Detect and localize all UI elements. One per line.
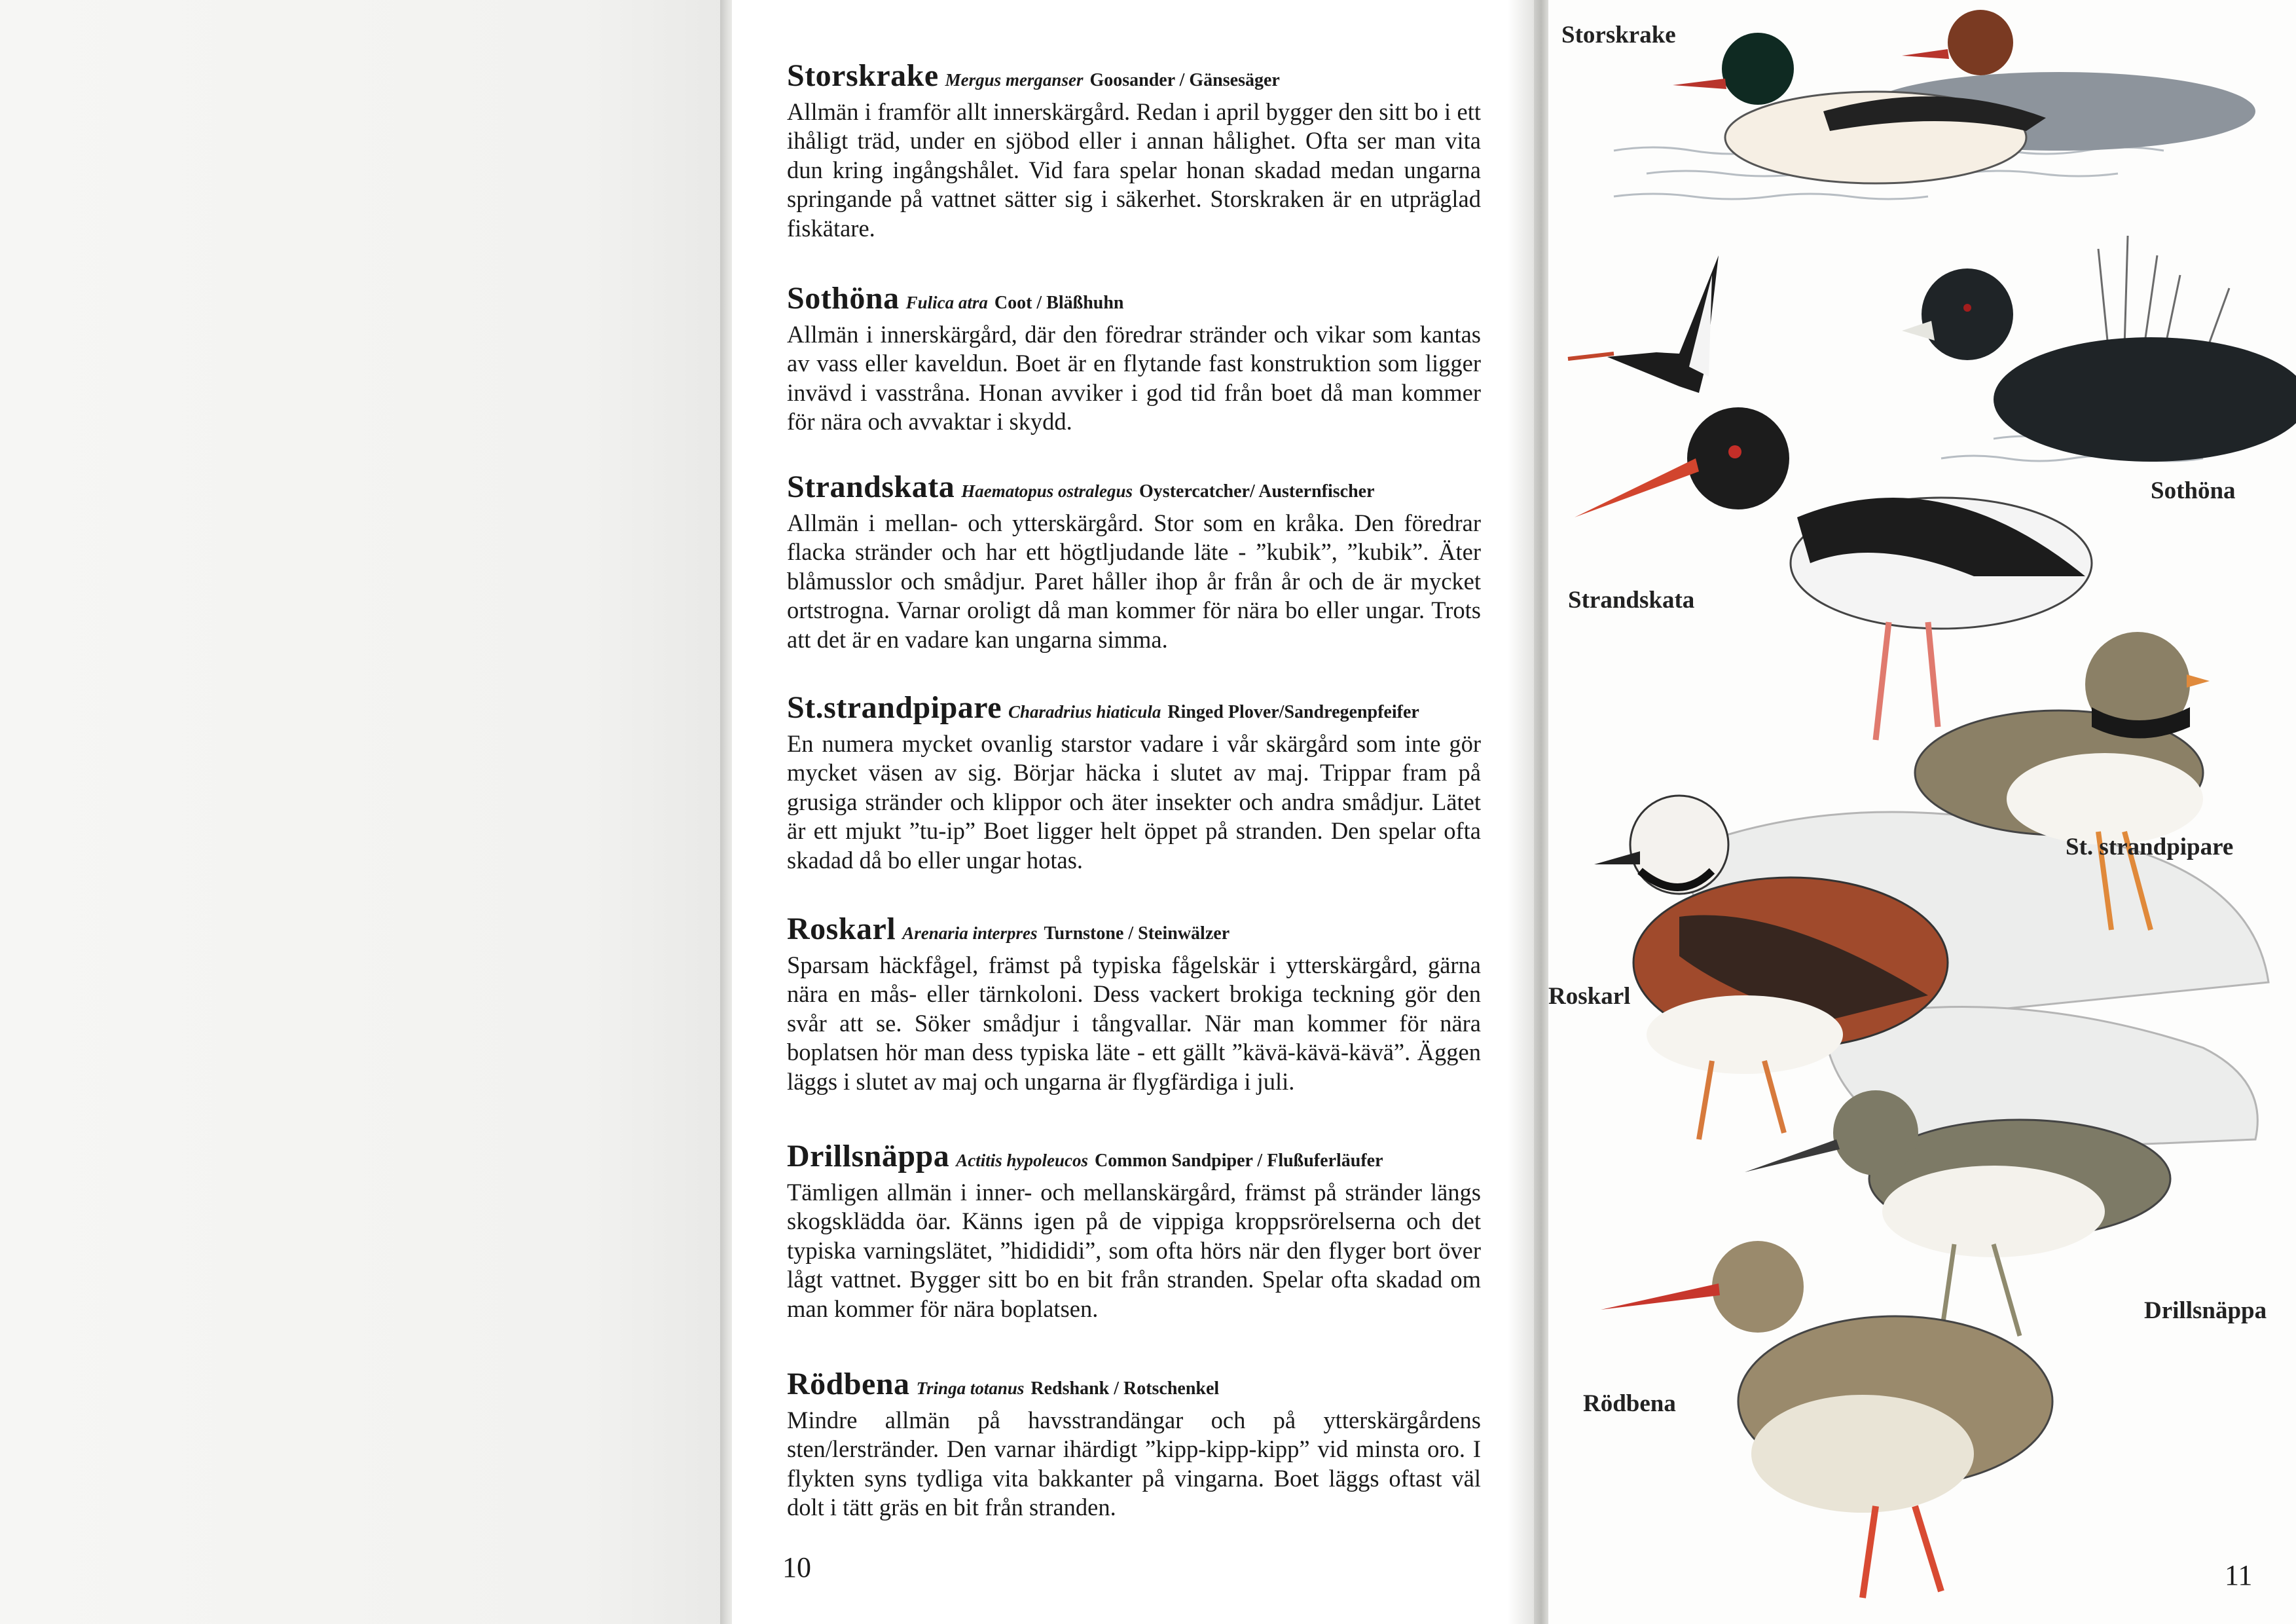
species-description: Sparsam häckfågel, främst på typiska fågelskär i ytterskärgård, gärna nära en mås- eller tärnkoloni. Dess vackert brokiga teckning gör den svår att se. Söker smådjur i tångvallar. När man kommer för nära boplatsen hör man dess typiska läte - ett gällt ”kävä-kävä-kävä”. Äggen läggs i slutet av maj och ungarna är flygfärdiga i juli. xyxy=(787,951,1481,1095)
label-drillsnappa: Drillsnäppa xyxy=(2144,1297,2267,1324)
species-description: Allmän i mellan- och ytterskärgård. Stor som en kråka. Den föredrar flacka stränder och har ett högtljudande läte - ”kubik”, ”kubik”. Äter blåmusslor och smådjur. Paret håller ihop år från år och de är mycket ortstrogna. Varnar oroligt då man kommer för nära bo eller ungar. Trots att det är en vadare kan ungarna simma. xyxy=(787,509,1481,653)
common-names: Common Sandpiper / Flußuferläufer xyxy=(1095,1151,1383,1171)
page-number-left: 10 xyxy=(782,1551,811,1583)
species-name: Roskarl xyxy=(787,912,896,946)
entry-strandskata xyxy=(787,470,1481,654)
common-names: Ringed Plover/Sandregenpfeifer xyxy=(1167,702,1419,722)
label-storskrake: Storskrake xyxy=(1561,22,1676,48)
entry-drillsnappa xyxy=(787,1139,1481,1323)
latin-name: Haematopus ostralegus xyxy=(961,481,1133,501)
entry-ststrandpipare xyxy=(787,691,1481,875)
latin-name: Tringa totanus xyxy=(916,1378,1025,1398)
oystercatcher-illustration xyxy=(1575,407,2092,740)
coot-illustration xyxy=(1902,268,2296,462)
species-description: Allmän i framför allt innerskärgård. Redan i april bygger den sitt bo i ett ihåligt träd, under en sjöbod eller i annan hålighet. Ofta ser man vita dun kring ingångshålet. Vid fara spelar honan skadad medan ungarna springande på vattnet sätter sig i säkerhet. Storskraken är en utpräglad fiskätare. xyxy=(787,98,1481,242)
latin-name: Arenaria interpres xyxy=(902,923,1038,943)
goosander-illustration xyxy=(1673,10,2255,183)
label-strandskata: Strandskata xyxy=(1568,587,1695,614)
species-name: Drillsnäppa xyxy=(787,1139,950,1173)
label-rodbena: Rödbena xyxy=(1583,1390,1676,1417)
label-ststrandpipare: St. strandpipare xyxy=(2066,834,2234,860)
species-name: St.strandpipare xyxy=(787,690,1002,725)
latin-name: Charadrius hiaticula xyxy=(1008,702,1161,722)
latin-name: Actitis hypoleucos xyxy=(956,1151,1088,1170)
common-names: Coot / Bläßhuhn xyxy=(994,293,1124,313)
common-names: Oystercatcher/ Austernfischer xyxy=(1139,481,1375,502)
species-name: Strandskata xyxy=(787,470,955,504)
species-description: Mindre allmän på havsstrandängar och på ytterskärgårdens sten/lerstränder. Den varnar ihärdigt ”kipp-kipp-kipp” vid minsta oro. I flykten syns tydliga vita bakkanter på vingarna. Boet läggs oftast väl dolt i tätt gräs en bit från stranden. xyxy=(787,1406,1481,1521)
page-number-right: 11 xyxy=(2225,1559,2253,1591)
latin-name: Fulica atra xyxy=(905,293,988,312)
species-description: En numera mycket ovanlig starstor vadare i vår skärgård som inte gör mycket väsen av sig. Börjar häcka i slutet av maj. Trippar fram på grusiga stränder och klippor och äter insekter och andra smådjur. Lätet är ett mjukt ”tu-ip” Boet ligger helt öppet på stranden. Den spelar ofta skadad då bo eller ungar hotas. xyxy=(787,729,1481,874)
latin-name: Mergus merganser xyxy=(945,70,1084,90)
label-roskarl: Roskarl xyxy=(1548,983,1631,1010)
book-gutter xyxy=(1534,0,1548,1624)
common-names: Turnstone / Steinwälzer xyxy=(1044,923,1230,944)
species-description: Allmän i innerskärgård, där den föredrar stränder och vikar som kantas av vass eller kaveldun. Boet är en flytande fast konstruktion som ligger invävd i vasstråna. Honan avviker i god tid från boet då man kommer för nära och avvaktar i skydd. xyxy=(787,320,1481,435)
blank-left-page xyxy=(0,0,723,1624)
entry-rodbena xyxy=(787,1367,1481,1522)
common-names: Goosander / Gänsesäger xyxy=(1089,70,1280,90)
species-name: Rödbena xyxy=(787,1367,910,1401)
common-names: Redshank / Rotschenkel xyxy=(1030,1378,1220,1399)
species-name: Sothöna xyxy=(787,281,900,316)
entry-sothona xyxy=(787,282,1481,437)
species-name: Storskrake xyxy=(787,58,939,93)
bird-illustrations xyxy=(1548,0,2296,1624)
label-sothona: Sothöna xyxy=(2151,477,2236,504)
entry-roskarl xyxy=(787,912,1481,1096)
flying-oystercatcher-illustration xyxy=(1568,255,1719,393)
species-description: Tämligen allmän i inner- och mellanskärgård, främst på stränder längs skogsklädda öar. Känns igen på de vippiga kroppsrörelserna och det typiska varningslätet, ”hidididi”, som ofta hörs när den flyger bort över lågt vattnet. Bygger sitt bo en bit från stranden. Spelar ofta skadad om man kommer för nära boplatsen. xyxy=(787,1178,1481,1322)
redshank-illustration xyxy=(1601,1241,2052,1598)
entry-storskrake xyxy=(787,59,1481,243)
